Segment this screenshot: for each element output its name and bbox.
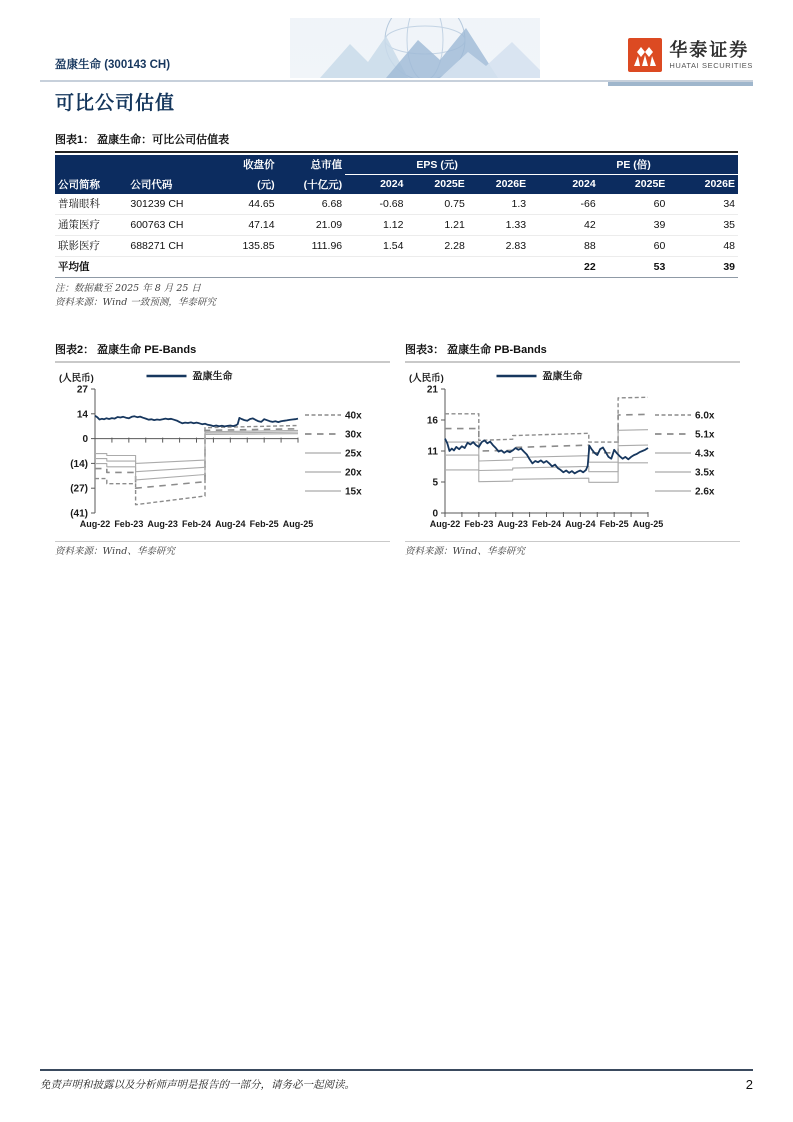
table-cell: 2.83 [468, 235, 529, 256]
table-cell: 2.28 [406, 235, 467, 256]
figure1-caption: 图表1： 盈康生命：可比公司估值表 [55, 131, 738, 153]
logo-divider [608, 82, 753, 86]
table-header-row [55, 175, 738, 194]
table-header-cell: (十亿元) [278, 175, 346, 194]
table-header-cell: (元) [210, 175, 278, 194]
table-header-cell: 2024 [529, 175, 599, 194]
x-tick-label: Aug-22 [429, 518, 461, 529]
report-body [55, 88, 738, 560]
table-cell: -0.68 [345, 194, 406, 215]
page-footer [40, 1069, 753, 1092]
header-stock-name: 盈康生命 (300143 CH) [55, 59, 171, 71]
series-6.0x [445, 397, 648, 442]
table-cell: 42 [529, 214, 599, 235]
table-cell: 22 [529, 256, 599, 277]
axis-unit-label: (人民币) [59, 372, 94, 384]
legend-band-label: 40x [345, 410, 362, 422]
table-header-cell: 总市值 [278, 155, 346, 175]
series-2.6x [445, 463, 648, 483]
axis-unit-label: (人民币) [409, 372, 444, 384]
table-cell: 6.68 [278, 194, 346, 215]
y-tick-label: 0 [82, 434, 88, 446]
table-cell: 39 [599, 214, 669, 235]
x-tick-label: Aug-25 [632, 518, 664, 529]
table-cell: 47.14 [210, 214, 278, 235]
table-cell: 1.12 [345, 214, 406, 235]
table-cell: 301239 CH [127, 194, 210, 215]
table-cell: 34 [668, 194, 738, 215]
x-tick-label: Feb-23 [464, 518, 494, 529]
x-tick-label: Feb-24 [181, 518, 212, 529]
x-tick-label: Aug-24 [565, 518, 596, 529]
table-header-cell: 2026E [668, 175, 738, 194]
table-cell [210, 256, 278, 277]
y-tick-label: (27) [70, 483, 88, 495]
globe-decoration [290, 18, 540, 78]
x-tick-label: Feb-25 [249, 518, 279, 529]
table-cell: 39 [668, 256, 738, 277]
legend-band-label: 25x [345, 448, 362, 460]
table-cell: 通策医疗 [55, 214, 127, 235]
table-cell: 88 [529, 235, 599, 256]
y-tick-label: 27 [76, 384, 88, 396]
table-cell: 111.96 [278, 235, 346, 256]
table-cell: 0.75 [406, 194, 467, 215]
table-source: 资料来源：Wind 一致预测，华泰研究 [55, 297, 216, 309]
huatai-logo-icon [628, 38, 662, 72]
table-cell: 1.21 [406, 214, 467, 235]
table-header-cell: 2025E [599, 175, 669, 194]
table-row [55, 235, 738, 256]
y-tick-label: (41) [70, 508, 88, 520]
table-row [55, 214, 738, 235]
y-tick-label: 21 [426, 384, 438, 396]
y-tick-label: 5 [432, 477, 438, 489]
chart-caption: 图表3： 盈康生命 PB-Bands [405, 341, 740, 363]
table-header-cell: 2026E [468, 175, 529, 194]
y-tick-label: 11 [427, 446, 438, 458]
table-cell: 60 [599, 235, 669, 256]
table-cell [468, 256, 529, 277]
table-cell: 21.09 [278, 214, 346, 235]
page-number: 2 [745, 1077, 753, 1092]
chart-source: 资料来源：Wind、华泰研究 [405, 541, 740, 560]
legend-main-label: 盈康生命 [192, 371, 233, 383]
chart-figure-pe-bands [55, 341, 390, 560]
legend-band-label: 20x [345, 467, 362, 479]
series-盈康生命 [445, 439, 648, 474]
x-tick-label: Feb-25 [599, 518, 629, 529]
logo-text-cn: 华泰证券 [669, 39, 750, 60]
legend-band-label: 2.6x [695, 486, 715, 498]
table-cell: 135.85 [210, 235, 278, 256]
legend-band-label: 6.0x [695, 410, 715, 422]
table-group-header: EPS (元) [345, 155, 529, 175]
table-group-header: PE (倍) [529, 155, 738, 175]
table-cell: 48 [668, 235, 738, 256]
table-header-cell [55, 155, 127, 175]
header-globe-graphic [290, 18, 540, 78]
chart-figure-pb-bands [405, 341, 740, 560]
y-tick-label: 14 [76, 409, 88, 421]
series-盈康生命 [95, 416, 298, 427]
table-cell: 普瑞眼科 [55, 194, 127, 215]
table-cell: 53 [599, 256, 669, 277]
charts-row [55, 341, 738, 560]
table-cell: 60 [599, 194, 669, 215]
table-summary-row [55, 256, 738, 277]
table-note: 注：数据截至 2025 年 8 月 25 日 [55, 282, 201, 294]
legend-band-label: 4.3x [695, 448, 715, 460]
table-header-row [55, 155, 738, 175]
table-header-cell: 公司简称 [55, 175, 127, 194]
y-tick-label: (14) [70, 458, 88, 470]
x-tick-label: Aug-23 [147, 518, 178, 529]
x-tick-label: Feb-23 [114, 518, 144, 529]
table-cell: -66 [529, 194, 599, 215]
table-header-cell: 公司代码 [127, 175, 210, 194]
x-tick-label: Aug-25 [282, 518, 314, 529]
pe-bands-chart-canvas [55, 367, 390, 539]
x-tick-label: Aug-24 [215, 518, 246, 529]
table-cell: 平均值 [55, 256, 127, 277]
pb-bands-chart-canvas [405, 367, 740, 539]
y-tick-label: 16 [426, 415, 438, 427]
legend-band-label: 15x [345, 486, 362, 498]
table-cell: 44.65 [210, 194, 278, 215]
table-cell [406, 256, 467, 277]
table-cell [345, 256, 406, 277]
table-cell: 35 [668, 214, 738, 235]
y-tick-label: 0 [432, 508, 438, 520]
table-header-cell: 收盘价 [210, 155, 278, 175]
chart-source: 资料来源：Wind、华泰研究 [55, 541, 390, 560]
table-header-cell: 2024 [345, 175, 406, 194]
table-cell [127, 256, 210, 277]
table-cell: 1.3 [468, 194, 529, 215]
legend-band-label: 30x [345, 429, 362, 441]
table-header-cell [127, 155, 210, 175]
legend-band-label: 3.5x [695, 467, 715, 479]
table-cell: 688271 CH [127, 235, 210, 256]
huatai-logo [628, 38, 753, 72]
x-tick-label: Aug-23 [497, 518, 528, 529]
table-cell: 1.54 [345, 235, 406, 256]
table-row [55, 194, 738, 215]
x-tick-label: Aug-22 [79, 518, 111, 529]
legend-band-label: 5.1x [695, 429, 715, 441]
series-40x [95, 425, 298, 504]
table-cell [278, 256, 346, 277]
legend-main-label: 盈康生命 [542, 371, 583, 383]
chart-caption: 图表2： 盈康生命 PE-Bands [55, 341, 390, 363]
comparison-table [55, 155, 738, 278]
table-cell: 600763 CH [127, 214, 210, 235]
table-cell: 1.33 [468, 214, 529, 235]
table-header-cell: 2025E [406, 175, 467, 194]
x-tick-label: Feb-24 [531, 518, 562, 529]
page-title: 可比公司估值 [55, 93, 176, 114]
logo-text-en: HUATAI SECURITIES [669, 60, 753, 70]
table-cell: 联影医疗 [55, 235, 127, 256]
footer-disclaimer: 免责声明和披露以及分析师声明是报告的一部分，请务必一起阅读。 [40, 1079, 355, 1091]
